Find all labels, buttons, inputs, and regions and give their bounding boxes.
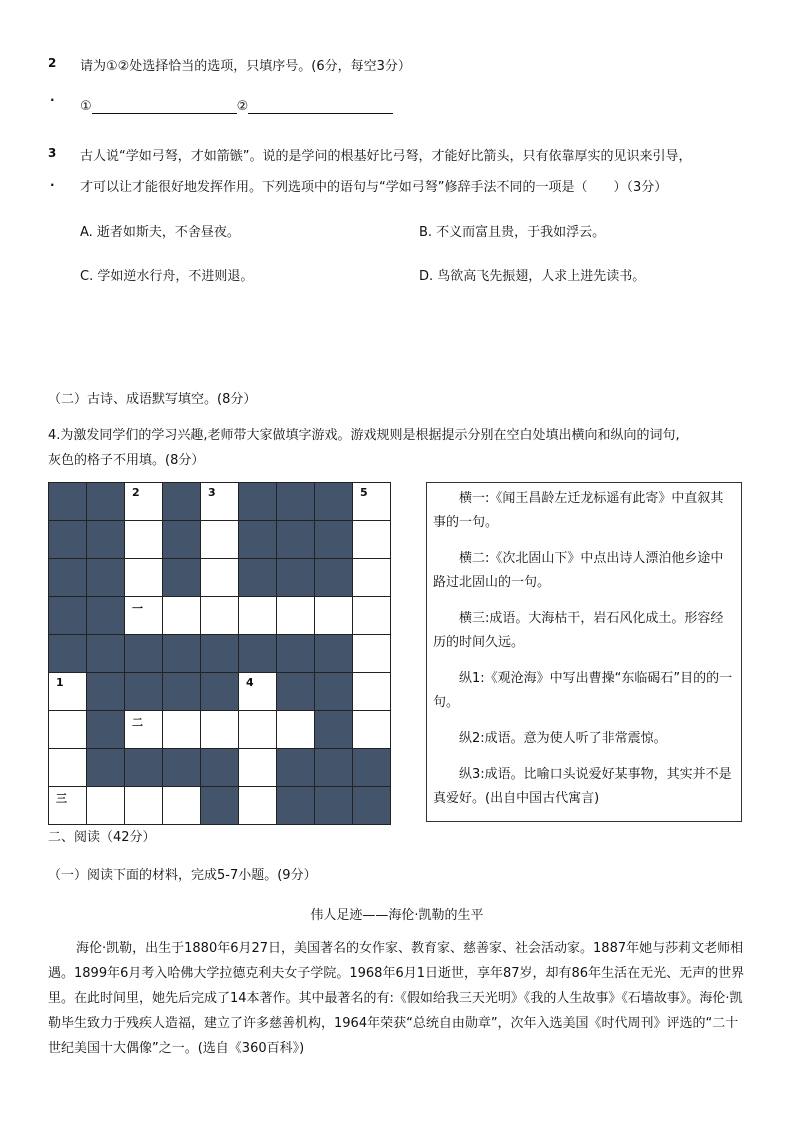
blank-2-line[interactable]: [248, 99, 393, 114]
grid-cell-blank[interactable]: [353, 711, 391, 749]
grid-cell-blank[interactable]: [87, 787, 125, 825]
option-a[interactable]: A. 逝者如斯夫，不舍昼夜。: [80, 225, 240, 240]
q3-text-line2: 才可以让才能很好地发挥作用。下列选项中的语句与“学如弓弩”修辞手法不同的一项是（ ）（3分）: [80, 180, 668, 195]
grid-cell-shaded: [239, 521, 277, 559]
grid-cell-shaded: [315, 635, 353, 673]
option-b[interactable]: B. 不义而富且贵，于我如浮云。: [419, 225, 606, 240]
grid-cell-shaded: [49, 635, 87, 673]
grid-cell-shaded: [163, 483, 201, 521]
grid-cell-shaded: [163, 673, 201, 711]
article-body: 海伦·凯勒，出生于1880年6月27日，美国著名的女作家、教育家、慈善家、社会活动家。1887年她与莎莉文老师相遇。1899年6月考入哈佛大学拉德克利夫女子学院。1968年6月1日逝世，享年87岁，却有86年生活在无光、无声的世界里。在此时间里，她先后完成了14本著作。其中最著名的有:《假如给我三天光明》《我的人生故事》《石墙故事》。海伦·凯勒毕生致力于残疾人造福，建立了许多慈善机构，1964年荣获“总统自由勋章”，次年入选美国《时代周刊》评选的“二十世纪美国十大偶像”之一。(选自《360百科》): [48, 941, 745, 1056]
grid-cell-blank[interactable]: [239, 749, 277, 787]
grid-cell-numbered[interactable]: [125, 483, 163, 521]
q3-dot: .: [50, 175, 55, 189]
grid-row: [49, 749, 391, 787]
grid-cell-shaded: [87, 483, 125, 521]
grid-cell-shaded: [315, 559, 353, 597]
option-c[interactable]: C. 学如逆水行舟，不进则退。: [80, 269, 254, 284]
grid-cell-shaded: [163, 749, 201, 787]
subsection-1-title: （一）阅读下面的材料，完成5-7小题。(9分）: [48, 868, 317, 883]
grid-row: [49, 521, 391, 559]
grid-cell-shaded: [87, 635, 125, 673]
grid-cell-blank[interactable]: [163, 711, 201, 749]
grid-cell-shaded: [201, 749, 239, 787]
grid-cell-shaded: [239, 559, 277, 597]
grid-cell-shaded: [239, 635, 277, 673]
blank-2-label: ②: [236, 99, 249, 114]
crossword-grid: [48, 482, 391, 825]
q3-number: 3: [48, 146, 57, 160]
grid-cell-numbered[interactable]: [49, 673, 87, 711]
grid-cell-numbered[interactable]: [125, 597, 163, 635]
grid-cell-label: 4: [246, 676, 254, 689]
clue-box: [426, 482, 742, 822]
grid-cell-label: 二: [132, 716, 143, 729]
grid-cell-shaded: [163, 635, 201, 673]
clue-across-3: 横三:成语。大海枯干，岩石风化成土。形容经历的时间久远。: [433, 611, 724, 650]
grid-cell-label: 3: [208, 486, 216, 499]
grid-cell-label: 三: [56, 792, 67, 805]
grid-cell-blank[interactable]: [353, 559, 391, 597]
grid-cell-shaded: [87, 559, 125, 597]
q2-number: 2: [48, 56, 57, 70]
grid-cell-blank[interactable]: [125, 787, 163, 825]
grid-cell-shaded: [201, 787, 239, 825]
grid-cell-shaded: [87, 673, 125, 711]
grid-cell-shaded: [125, 749, 163, 787]
grid-cell-blank[interactable]: [201, 559, 239, 597]
grid-cell-blank[interactable]: [315, 597, 353, 635]
grid-cell-blank[interactable]: [201, 597, 239, 635]
grid-cell-label: 5: [360, 486, 368, 499]
grid-cell-blank[interactable]: [163, 597, 201, 635]
grid-row: [49, 673, 391, 711]
grid-cell-shaded: [49, 559, 87, 597]
grid-cell-shaded: [277, 559, 315, 597]
q2-prompt: 请为①②处选择恰当的选项，只填序号。(6分，每空3分）: [80, 59, 411, 74]
grid-cell-shaded: [49, 521, 87, 559]
grid-row: [49, 483, 391, 521]
grid-cell-shaded: [49, 483, 87, 521]
q4-text-line2: 灰色的格子不用填。(8分）: [48, 453, 205, 468]
grid-cell-shaded: [163, 521, 201, 559]
grid-cell-shaded: [277, 483, 315, 521]
grid-cell-blank[interactable]: [277, 711, 315, 749]
grid-cell-blank[interactable]: [201, 711, 239, 749]
section-2-title: （二）古诗、成语默写填空。(8分）: [48, 392, 257, 407]
part-2-title: 二、阅读（42分）: [48, 830, 156, 845]
grid-cell-shaded: [315, 483, 353, 521]
grid-cell-shaded: [315, 711, 353, 749]
grid-cell-shaded: [125, 635, 163, 673]
grid-cell-shaded: [315, 787, 353, 825]
grid-cell-blank[interactable]: [49, 749, 87, 787]
grid-row: [49, 559, 391, 597]
blank-1-label: ①: [80, 99, 92, 114]
grid-cell-shaded: [87, 749, 125, 787]
q2-dot: .: [50, 90, 55, 104]
clue-across-2: 横二:《次北固山下》中点出诗人漂泊他乡途中路过北固山的一句。: [433, 551, 724, 590]
clue-down-3: 纵3:成语。比喻口头说爱好某事物，其实并不是真爱好。(出自中国古代寓言): [433, 767, 732, 806]
grid-cell-label: 2: [132, 486, 140, 499]
grid-cell-shaded: [201, 635, 239, 673]
q4-text-line1: 4.为激发同学们的学习兴趣,老师带大家做填字游戏。游戏规则是根据提示分别在空白处填出横向和纵向的词句,: [48, 428, 680, 443]
grid-cell-numbered[interactable]: [125, 711, 163, 749]
grid-cell-shaded: [315, 521, 353, 559]
grid-cell-shaded: [239, 483, 277, 521]
blank-1-line[interactable]: [92, 99, 237, 114]
grid-cell-blank[interactable]: [353, 597, 391, 635]
grid-cell-blank[interactable]: [163, 787, 201, 825]
option-d[interactable]: D. 鸟欲高飞先振翅，人求上进先读书。: [419, 269, 646, 284]
grid-cell-numbered[interactable]: [239, 673, 277, 711]
q3-text-line1: 古人说“学如弓弩，才如箭镞”。说的是学问的根基好比弓弩，才能好比箭头，只有依靠厚实的见识来引导，: [80, 149, 692, 164]
grid-cell-blank[interactable]: [239, 597, 277, 635]
grid-row: [49, 635, 391, 673]
grid-cell-shaded: [201, 673, 239, 711]
grid-cell-shaded: [87, 711, 125, 749]
grid-cell-numbered[interactable]: [353, 483, 391, 521]
grid-cell-shaded: [49, 597, 87, 635]
grid-cell-blank[interactable]: [125, 521, 163, 559]
grid-row: [49, 787, 391, 825]
grid-cell-blank[interactable]: [277, 597, 315, 635]
grid-cell-label: 1: [56, 676, 64, 689]
grid-cell-blank[interactable]: [353, 673, 391, 711]
grid-cell-shaded: [87, 597, 125, 635]
clue-down-2: 纵2:成语。意为使人听了非常震惊。: [459, 731, 667, 746]
grid-cell-blank[interactable]: [125, 559, 163, 597]
grid-cell-numbered[interactable]: [49, 787, 87, 825]
grid-cell-shaded: [125, 673, 163, 711]
q2-blanks: [80, 99, 393, 114]
grid-cell-shaded: [277, 787, 315, 825]
grid-cell-numbered[interactable]: [201, 483, 239, 521]
grid-cell-shaded: [353, 749, 391, 787]
clue-across-1: 横一:《闻王昌龄左迁龙标遥有此寄》中直叙其事的一句。: [433, 491, 724, 530]
grid-cell-blank[interactable]: [239, 711, 277, 749]
grid-cell-blank[interactable]: [353, 521, 391, 559]
grid-cell-shaded: [87, 521, 125, 559]
grid-cell-shaded: [277, 673, 315, 711]
grid-cell-shaded: [315, 749, 353, 787]
grid-cell-blank[interactable]: [49, 711, 87, 749]
grid-cell-blank[interactable]: [239, 787, 277, 825]
article-title: 伟人足迹——海伦·凯勒的生平: [310, 908, 484, 923]
grid-cell-shaded: [277, 521, 315, 559]
clue-down-1: 纵1:《观沧海》中写出曹操“东临碣石”目的的一句。: [433, 671, 733, 710]
grid-cell-shaded: [163, 559, 201, 597]
grid-cell-blank[interactable]: [201, 521, 239, 559]
grid-cell-shaded: [277, 635, 315, 673]
grid-cell-shaded: [315, 673, 353, 711]
grid-cell-blank[interactable]: [353, 635, 391, 673]
grid-row: [49, 711, 391, 749]
grid-cell-shaded: [353, 787, 391, 825]
grid-cell-shaded: [277, 749, 315, 787]
grid-cell-label: 一: [132, 602, 143, 615]
grid-row: [49, 597, 391, 635]
